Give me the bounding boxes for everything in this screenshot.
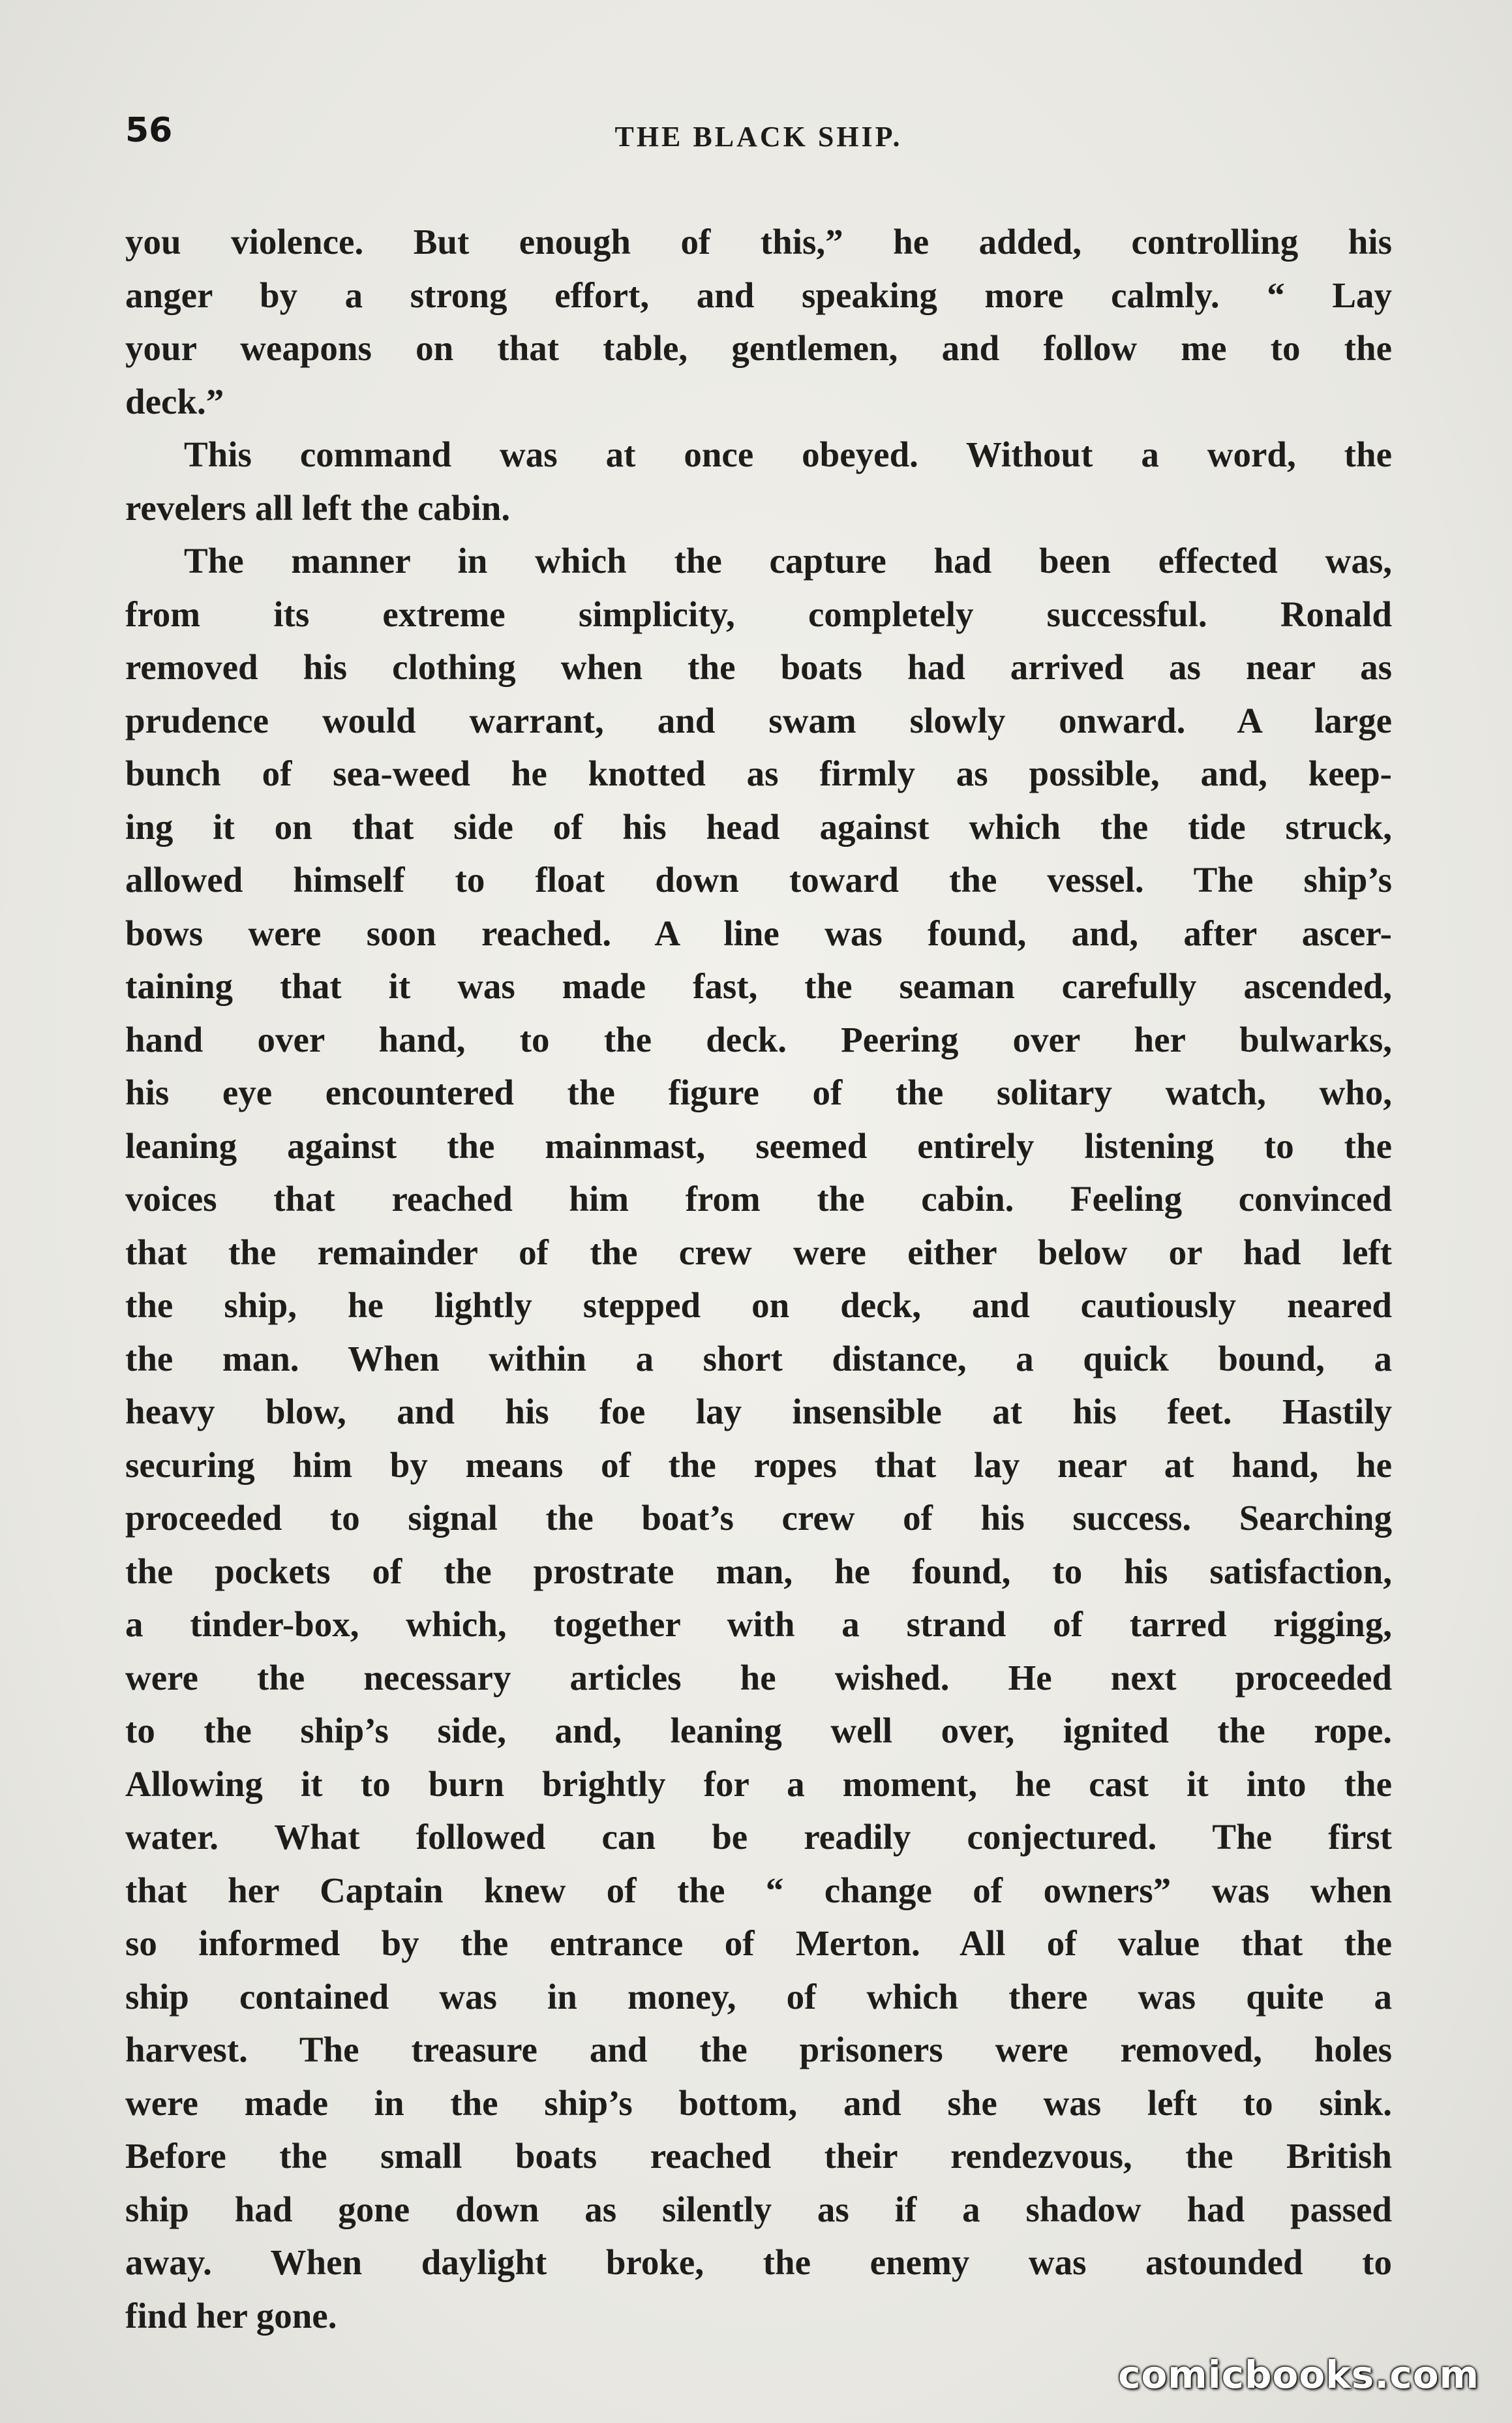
text-line: anger by a strong effort, and speaking more calmly. “ Lay xyxy=(125,275,1392,315)
text-line: you violence. But enough of this,” he added, controlling his xyxy=(125,222,1392,262)
text-line: ship contained was in money, of which there was quite a xyxy=(125,1976,1392,2017)
text-line: bunch of sea-weed he knotted as firmly as possible, and, keep- xyxy=(125,754,1392,793)
text-line: hand over hand, to the deck. Peering over her bulwarks, xyxy=(125,1019,1392,1059)
watermark: comicbooks.com xyxy=(1118,2353,1479,2397)
text-line: ship had gone down as silently as if a shadow had passed xyxy=(125,2189,1392,2229)
text-line: were made in the ship’s bottom, and she was left to sink. xyxy=(125,2082,1392,2123)
text-line: were the necessary articles he wished. He next proceeded xyxy=(125,1657,1392,1698)
running-head xyxy=(125,111,1392,163)
body-text xyxy=(125,215,1392,2342)
text-line: allowed himself to float down toward the vessel. The ship’s xyxy=(125,860,1392,900)
text-line: proceeded to signal the boat’s crew of his success. Searching xyxy=(125,1498,1392,1538)
text-line: deck.” xyxy=(125,381,224,421)
text-line: the pockets of the prostrate man, he found, to his satisfaction, xyxy=(125,1551,1392,1591)
text-line: your weapons on that table, gentlemen, and follow me to the xyxy=(125,328,1392,368)
text-line: that the remainder of the crew were either below or had left xyxy=(125,1232,1392,1272)
text-line: revelers all left the cabin. xyxy=(125,487,511,528)
text-line: bows were soon reached. A line was found, and, after ascer- xyxy=(125,913,1392,953)
text-line: harvest. The treasure and the prisoners were removed, holes xyxy=(125,2030,1392,2069)
text-line: Allowing it to burn brightly for a moment, he cast it into the xyxy=(125,1763,1392,1804)
text-line: securing him by means of the ropes that lay near at hand, he xyxy=(125,1444,1392,1485)
text-line: prudence would warrant, and swam slowly onward. A large xyxy=(125,700,1392,740)
text-line: The manner in which the capture had been effected was, xyxy=(184,541,1392,581)
running-title: THE BLACK SHIP. xyxy=(614,121,903,153)
text-line: the ship, he lightly stepped on deck, and cautiously neared xyxy=(125,1285,1392,1325)
text-line: taining that it was made fast, the seaman carefully ascended, xyxy=(125,966,1392,1006)
text-line: removed his clothing when the boats had arrived as near as xyxy=(125,647,1392,687)
text-line: This command was at once obeyed. Without a word, the xyxy=(184,434,1392,474)
text-line: his eye encountered the figure of the solitary watch, who, xyxy=(125,1073,1392,1112)
text-line: the man. When within a short distance, a quick bound, a xyxy=(125,1338,1392,1379)
text-line: so informed by the entrance of Merton. All of value that the xyxy=(125,1923,1392,1963)
text-line: from its extreme simplicity, completely successful. Ronald xyxy=(125,594,1392,634)
text-line: ing it on that side of his head against which the tide struck, xyxy=(125,806,1392,847)
text-line: heavy blow, and his foe lay insensible at his feet. Hastily xyxy=(125,1392,1392,1431)
text-line: leaning against the mainmast, seemed entirely listening to the xyxy=(125,1125,1392,1166)
text-line: water. What followed can be readily conjectured. The first xyxy=(125,1817,1392,1857)
page-number: 56 xyxy=(125,111,173,150)
text-line: Before the small boats reached their rendezvous, the British xyxy=(125,2136,1392,2176)
text-line: that her Captain knew of the “ change of owners” was when xyxy=(125,1870,1392,1910)
text-line: voices that reached him from the cabin. Feeling convinced xyxy=(125,1179,1392,1219)
text-line: away. When daylight broke, the enemy was astounded to xyxy=(125,2242,1392,2282)
text-line: find her gone. xyxy=(125,2295,337,2336)
text-line: to the ship’s side, and, leaning well over, ignited the rope. xyxy=(125,1711,1392,1750)
text-line: a tinder-box, which, together with a strand of tarred rigging, xyxy=(125,1604,1392,1644)
